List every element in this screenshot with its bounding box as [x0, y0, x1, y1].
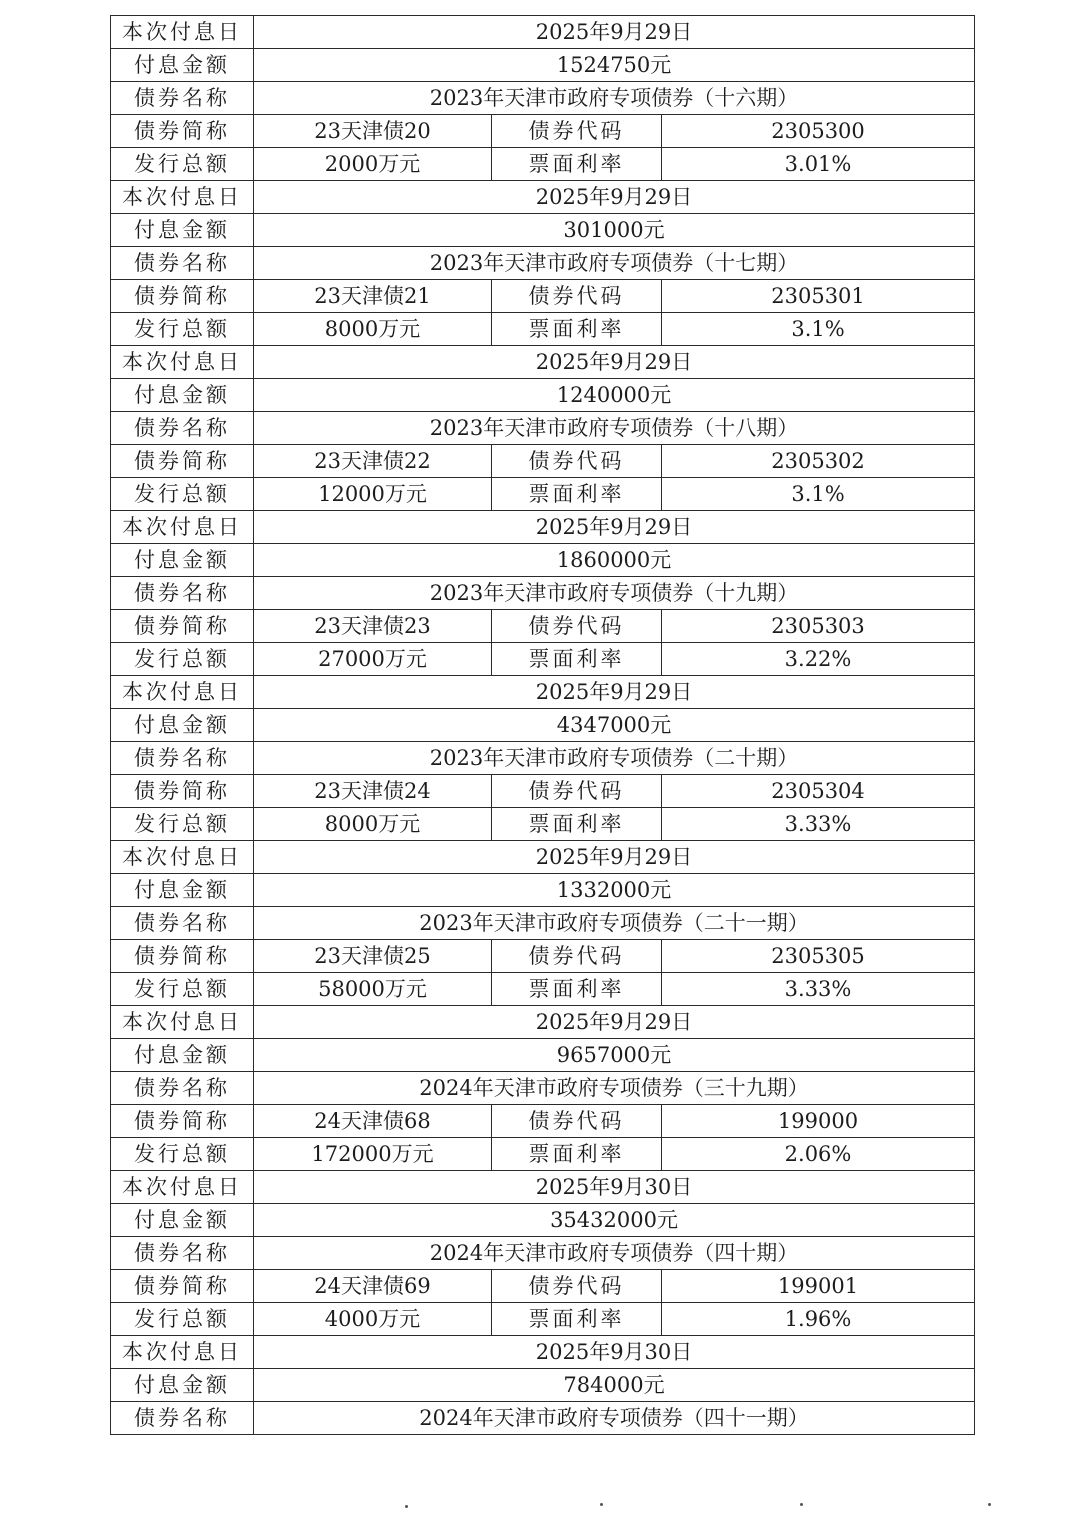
issue-total-label: 发行总额 [111, 808, 254, 841]
table-row [111, 1237, 975, 1270]
interest-amount-label: 付息金额 [111, 709, 254, 742]
payment-date-label: 本次付息日 [111, 181, 254, 214]
coupon-rate-value: 2.06% [662, 1138, 975, 1171]
coupon-rate-value: 3.22% [662, 643, 975, 676]
scan-speck [600, 1503, 603, 1506]
table-row [111, 742, 975, 775]
bond-code-label: 债券代码 [492, 775, 662, 808]
table-row [111, 577, 975, 610]
bond-code-value: 199001 [662, 1270, 975, 1303]
table-row [111, 808, 975, 841]
payment-date-value: 2025年9月29日 [254, 181, 975, 214]
bond-code-value: 199000 [662, 1105, 975, 1138]
bond-code-value: 2305300 [662, 115, 975, 148]
table-row [111, 346, 975, 379]
short-name-label: 债券简称 [111, 280, 254, 313]
payment-date-label: 本次付息日 [111, 511, 254, 544]
short-name-value: 24天津债69 [254, 1270, 492, 1303]
payment-date-value: 2025年9月29日 [254, 676, 975, 709]
short-name-value: 23天津债25 [254, 940, 492, 973]
table-row [111, 1336, 975, 1369]
issue-total-value: 4000万元 [254, 1303, 492, 1336]
table-row [111, 544, 975, 577]
bond-name-label: 债券名称 [111, 247, 254, 280]
bond-name-label: 债券名称 [111, 742, 254, 775]
scan-speck [988, 1503, 991, 1506]
table-row [111, 313, 975, 346]
issue-total-value: 58000万元 [254, 973, 492, 1006]
interest-amount-label: 付息金额 [111, 1369, 254, 1402]
bond-code-label: 债券代码 [492, 940, 662, 973]
interest-amount-label: 付息金额 [111, 874, 254, 907]
interest-amount-value: 301000元 [254, 214, 975, 247]
bond-code-label: 债券代码 [492, 115, 662, 148]
interest-amount-label: 付息金额 [111, 1204, 254, 1237]
interest-amount-label: 付息金额 [111, 49, 254, 82]
table-row [111, 775, 975, 808]
table-row [111, 181, 975, 214]
short-name-label: 债券简称 [111, 775, 254, 808]
payment-date-value: 2025年9月30日 [254, 1336, 975, 1369]
issue-total-label: 发行总额 [111, 1138, 254, 1171]
payment-date-value: 2025年9月29日 [254, 16, 975, 49]
bond-name-value: 2023年天津市政府专项债券（十七期） [254, 247, 975, 280]
table-row [111, 1072, 975, 1105]
payment-date-label: 本次付息日 [111, 1171, 254, 1204]
table-row [111, 841, 975, 874]
coupon-rate-value: 3.1% [662, 478, 975, 511]
coupon-rate-label: 票面利率 [492, 478, 662, 511]
bond-code-label: 债券代码 [492, 1270, 662, 1303]
coupon-rate-label: 票面利率 [492, 808, 662, 841]
interest-amount-value: 1240000元 [254, 379, 975, 412]
bond-name-value: 2024年天津市政府专项债券（四十期） [254, 1237, 975, 1270]
payment-date-label: 本次付息日 [111, 676, 254, 709]
bond-code-value: 2305301 [662, 280, 975, 313]
issue-total-label: 发行总额 [111, 313, 254, 346]
table-row [111, 1006, 975, 1039]
table-row [111, 1138, 975, 1171]
payment-date-label: 本次付息日 [111, 346, 254, 379]
table-row [111, 940, 975, 973]
coupon-rate-label: 票面利率 [492, 1138, 662, 1171]
short-name-value: 23天津债24 [254, 775, 492, 808]
bond-name-value: 2024年天津市政府专项债券（四十一期） [254, 1402, 975, 1435]
bond-name-label: 债券名称 [111, 1402, 254, 1435]
interest-amount-value: 9657000元 [254, 1039, 975, 1072]
bond-name-value: 2023年天津市政府专项债券（十九期） [254, 577, 975, 610]
table-row [111, 16, 975, 49]
issue-total-label: 发行总额 [111, 1303, 254, 1336]
interest-amount-value: 4347000元 [254, 709, 975, 742]
scan-speck [405, 1505, 408, 1508]
table-row [111, 148, 975, 181]
short-name-value: 24天津债68 [254, 1105, 492, 1138]
bond-interest-table [110, 15, 975, 1435]
coupon-rate-label: 票面利率 [492, 973, 662, 1006]
bond-code-label: 债券代码 [492, 445, 662, 478]
issue-total-value: 8000万元 [254, 808, 492, 841]
short-name-value: 23天津债20 [254, 115, 492, 148]
table-row [111, 511, 975, 544]
table-row [111, 676, 975, 709]
bond-name-label: 债券名称 [111, 82, 254, 115]
bond-name-value: 2023年天津市政府专项债券（二十一期） [254, 907, 975, 940]
short-name-label: 债券简称 [111, 1270, 254, 1303]
coupon-rate-value: 3.33% [662, 808, 975, 841]
payment-date-label: 本次付息日 [111, 1336, 254, 1369]
table-row [111, 874, 975, 907]
issue-total-label: 发行总额 [111, 148, 254, 181]
bond-name-value: 2023年天津市政府专项债券（十六期） [254, 82, 975, 115]
table-row [111, 1402, 975, 1435]
table-row [111, 1171, 975, 1204]
issue-total-value: 27000万元 [254, 643, 492, 676]
payment-date-value: 2025年9月29日 [254, 511, 975, 544]
table-row [111, 214, 975, 247]
interest-amount-value: 784000元 [254, 1369, 975, 1402]
table-row [111, 907, 975, 940]
coupon-rate-value: 3.1% [662, 313, 975, 346]
coupon-rate-label: 票面利率 [492, 148, 662, 181]
bond-name-label: 债券名称 [111, 1237, 254, 1270]
bond-name-label: 债券名称 [111, 577, 254, 610]
coupon-rate-value: 3.33% [662, 973, 975, 1006]
issue-total-value: 2000万元 [254, 148, 492, 181]
payment-date-label: 本次付息日 [111, 16, 254, 49]
table-row [111, 445, 975, 478]
table-row [111, 1039, 975, 1072]
coupon-rate-value: 3.01% [662, 148, 975, 181]
short-name-label: 债券简称 [111, 1105, 254, 1138]
short-name-label: 债券简称 [111, 610, 254, 643]
issue-total-label: 发行总额 [111, 478, 254, 511]
table-row [111, 280, 975, 313]
table-row [111, 1270, 975, 1303]
table-row [111, 82, 975, 115]
table-row [111, 1105, 975, 1138]
payment-date-value: 2025年9月29日 [254, 346, 975, 379]
bond-name-label: 债券名称 [111, 907, 254, 940]
issue-total-value: 172000万元 [254, 1138, 492, 1171]
coupon-rate-label: 票面利率 [492, 643, 662, 676]
issue-total-value: 12000万元 [254, 478, 492, 511]
table-row [111, 709, 975, 742]
bond-code-value: 2305303 [662, 610, 975, 643]
table-row [111, 973, 975, 1006]
bond-code-label: 债券代码 [492, 1105, 662, 1138]
bond-name-label: 债券名称 [111, 412, 254, 445]
short-name-value: 23天津债21 [254, 280, 492, 313]
interest-amount-label: 付息金额 [111, 1039, 254, 1072]
bond-name-value: 2023年天津市政府专项债券（二十期） [254, 742, 975, 775]
interest-amount-label: 付息金额 [111, 379, 254, 412]
short-name-label: 债券简称 [111, 940, 254, 973]
table-row [111, 412, 975, 445]
interest-amount-value: 35432000元 [254, 1204, 975, 1237]
coupon-rate-value: 1.96% [662, 1303, 975, 1336]
scan-speck [800, 1503, 803, 1506]
payment-date-value: 2025年9月29日 [254, 841, 975, 874]
short-name-value: 23天津债23 [254, 610, 492, 643]
issue-total-value: 8000万元 [254, 313, 492, 346]
table-row [111, 379, 975, 412]
coupon-rate-label: 票面利率 [492, 1303, 662, 1336]
payment-date-label: 本次付息日 [111, 841, 254, 874]
table-row [111, 247, 975, 280]
payment-date-value: 2025年9月29日 [254, 1006, 975, 1039]
issue-total-label: 发行总额 [111, 973, 254, 1006]
table-row [111, 1369, 975, 1402]
short-name-value: 23天津债22 [254, 445, 492, 478]
interest-amount-label: 付息金额 [111, 544, 254, 577]
table-row [111, 1303, 975, 1336]
payment-date-value: 2025年9月30日 [254, 1171, 975, 1204]
interest-amount-value: 1524750元 [254, 49, 975, 82]
coupon-rate-label: 票面利率 [492, 313, 662, 346]
short-name-label: 债券简称 [111, 445, 254, 478]
table-row [111, 1204, 975, 1237]
interest-amount-label: 付息金额 [111, 214, 254, 247]
table-row [111, 478, 975, 511]
table-row [111, 610, 975, 643]
interest-amount-value: 1860000元 [254, 544, 975, 577]
bond-code-value: 2305302 [662, 445, 975, 478]
interest-amount-value: 1332000元 [254, 874, 975, 907]
bond-name-label: 债券名称 [111, 1072, 254, 1105]
table-row [111, 49, 975, 82]
table-row [111, 643, 975, 676]
bond-code-label: 债券代码 [492, 280, 662, 313]
bond-name-value: 2023年天津市政府专项债券（十八期） [254, 412, 975, 445]
short-name-label: 债券简称 [111, 115, 254, 148]
payment-date-label: 本次付息日 [111, 1006, 254, 1039]
bond-code-value: 2305304 [662, 775, 975, 808]
bond-name-value: 2024年天津市政府专项债券（三十九期） [254, 1072, 975, 1105]
bond-code-label: 债券代码 [492, 610, 662, 643]
table-row [111, 115, 975, 148]
bond-code-value: 2305305 [662, 940, 975, 973]
issue-total-label: 发行总额 [111, 643, 254, 676]
